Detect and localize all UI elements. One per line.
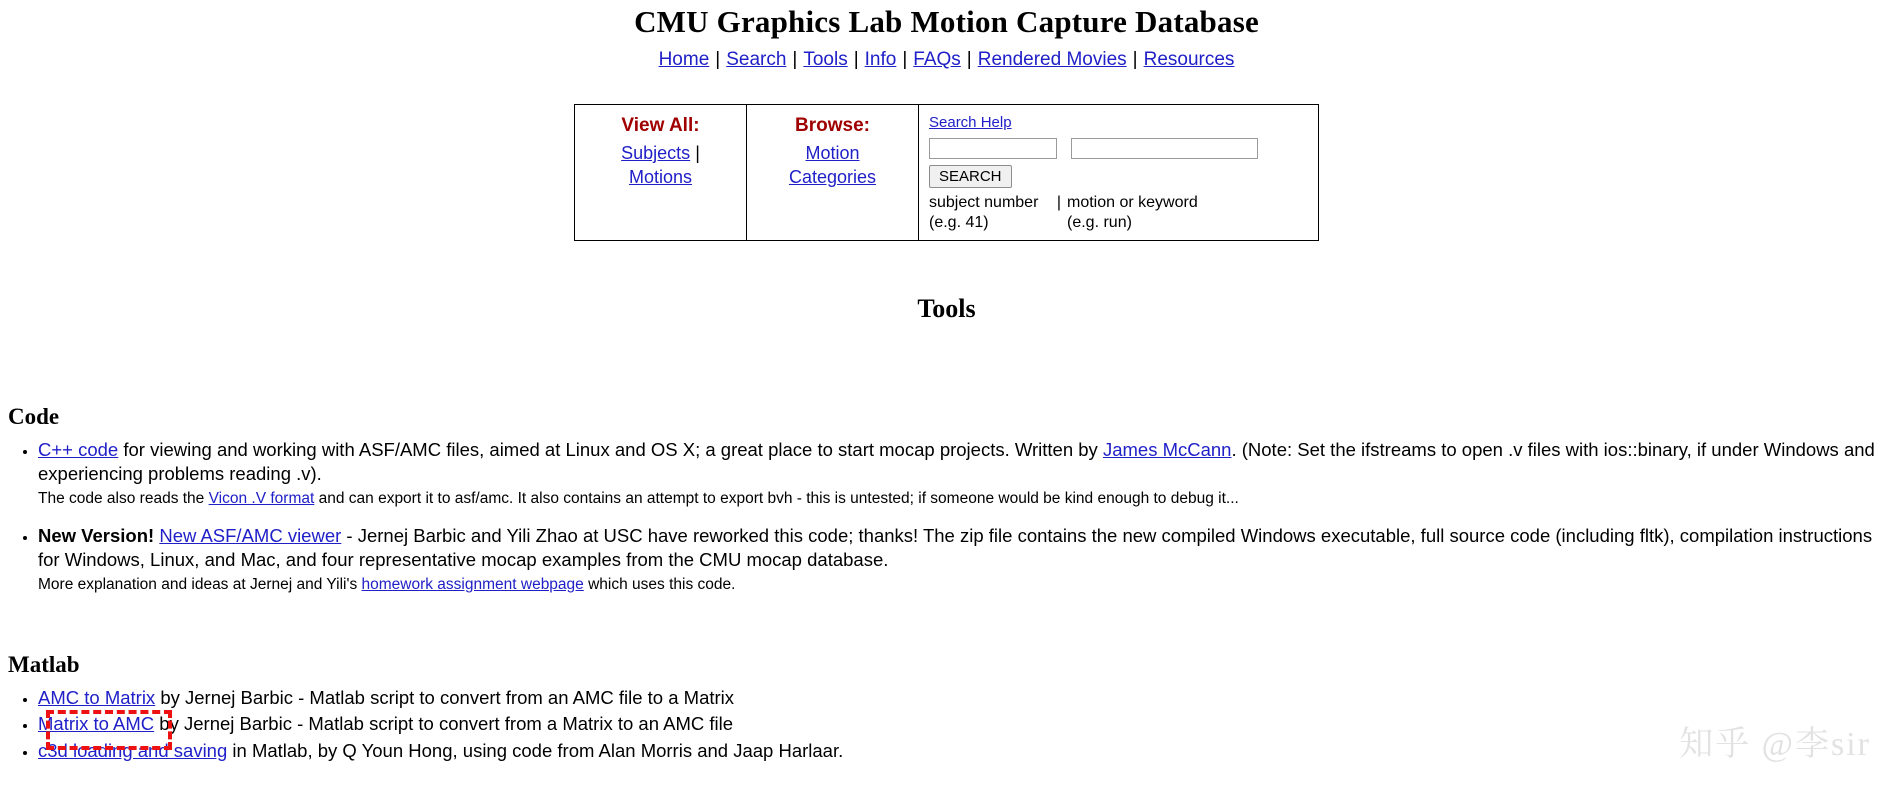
matlab-item-list: [8, 686, 1885, 763]
link-vicon-v-format[interactable]: Vicon .V format: [208, 489, 315, 507]
search-help-row: [929, 114, 1308, 131]
link-c3d-loading-and-saving[interactable]: c3d loading and saving: [38, 739, 228, 761]
matlab-section: [8, 652, 1885, 765]
code-section-title: Code: [8, 404, 60, 429]
code-item-1-sub-b: and can export it to asf/amc. It also contains an attempt to export bvh - this is untested; if someone would be kind enough to debug it...: [314, 489, 1239, 507]
section-heading-tools: Tools: [917, 294, 976, 323]
code-item-1-text-b: . (Note: Set the ifstreams to open .v files with ios::binary, if under Windows and experiencing problems reading .v).: [38, 439, 1875, 485]
matlab-item-1: [38, 686, 1885, 710]
subject-number-input[interactable]: [929, 138, 1057, 159]
code-item-list: [8, 438, 1885, 595]
nav-item-search[interactable]: Search: [726, 49, 787, 70]
nav-item-info[interactable]: Info: [864, 49, 897, 70]
code-item-2-text: [38, 524, 1885, 573]
link-search-help[interactable]: Search Help: [929, 114, 1012, 131]
nav-item-tools[interactable]: Tools: [803, 49, 848, 70]
nav-item-rendered-movies[interactable]: Rendered Movies: [977, 49, 1127, 70]
watermark: 知乎 @李sir: [1679, 726, 1871, 763]
browse-heading: Browse:: [795, 115, 870, 136]
search-hints-row: [929, 194, 1308, 212]
code-item-1-sub-a: The code also reads the: [38, 489, 209, 507]
code-item-2-sub-a: More explanation and ideas at Jernej and Yili's: [38, 575, 362, 593]
link-matrix-to-amc[interactable]: Matrix to AMC: [38, 713, 155, 735]
code-item-2-body: - Jernej Barbic and Yili Zhao at USC have reworked this code; thanks! The zip file contains the new compiled Windows executable, full source code (including fltk), compilation instructions for Windows, Linux, and Mac, and four representative mocap examples from the CMU mocap database.: [38, 524, 1873, 571]
list-item: [38, 739, 1885, 763]
browse-cell: [747, 105, 919, 240]
code-item-1-text: [38, 438, 1885, 487]
hint-subject-example: (e.g. 41): [929, 214, 989, 231]
list-item: [38, 438, 1885, 510]
link-amc-to-matrix[interactable]: AMC to Matrix: [38, 687, 156, 708]
view-all-cell: [575, 105, 747, 240]
hint-motion-keyword: motion or keyword: [1067, 194, 1198, 211]
nav-separator: |: [715, 49, 721, 70]
hint-keyword-example: (e.g. run): [1067, 214, 1132, 231]
link-subjects[interactable]: Subjects: [621, 143, 691, 163]
link-new-asf-amc-viewer[interactable]: New ASF/AMC viewer: [159, 524, 342, 546]
nav-item-resources[interactable]: Resources: [1143, 49, 1235, 70]
nav-separator: |: [902, 49, 908, 70]
matlab-item-3-text: in Matlab, by Q Youn Hong, using code from Alan Morris and Jaap Harlaar.: [227, 739, 844, 761]
nav-item-home[interactable]: Home: [658, 49, 710, 70]
link-motions[interactable]: Motions: [628, 167, 693, 188]
search-panel: [574, 104, 1319, 241]
link-motion-categories-line1[interactable]: Motion: [805, 143, 860, 163]
code-item-2-sub-b: which uses this code.: [583, 575, 736, 593]
search-inputs-row: [929, 138, 1308, 159]
matlab-section-title: Matlab: [8, 652, 80, 677]
view-all-links: [575, 141, 746, 190]
nav-separator: |: [966, 49, 972, 70]
link-cpp-code[interactable]: C++ code: [38, 439, 119, 460]
motion-keyword-input[interactable]: [1071, 138, 1258, 159]
browse-links: [747, 141, 918, 190]
view-all-heading: View All:: [621, 115, 700, 136]
page-title: CMU Graphics Lab Motion Capture Database: [634, 4, 1259, 39]
code-item-1-text-a: for viewing and working with ASF/AMC files, aimed at Linux and OS X; a great place to start mocap projects. Written by: [118, 439, 1103, 460]
search-button[interactable]: SEARCH: [929, 165, 1012, 188]
matlab-item-1-text: by Jernej Barbic - Matlab script to convert from an AMC file to a Matrix: [155, 687, 735, 708]
nav-separator: |: [792, 49, 798, 70]
nav-separator: |: [853, 49, 859, 70]
list-item: [38, 524, 1885, 596]
main-nav: [0, 49, 1893, 71]
code-item-2-subtext: [38, 575, 1885, 596]
view-all-divider: |: [695, 143, 700, 163]
nav-separator: |: [1132, 49, 1138, 70]
matlab-item-3: [38, 739, 1885, 763]
matlab-item-2: [38, 712, 1885, 736]
nav-item-faqs[interactable]: FAQs: [913, 49, 961, 70]
list-item: [38, 686, 1885, 710]
matlab-item-2-text: by Jernej Barbic - Matlab script to convert from a Matrix to an AMC file: [154, 713, 734, 735]
link-motion-categories-line2[interactable]: Categories: [788, 167, 877, 188]
code-item-1-subtext: [38, 489, 1885, 510]
search-cell: [919, 105, 1318, 240]
link-james-mccann[interactable]: James McCann: [1102, 439, 1232, 460]
list-item: [38, 712, 1885, 736]
new-version-badge: New Version!: [38, 524, 155, 546]
link-homework-assignment-webpage[interactable]: homework assignment webpage: [361, 575, 584, 593]
code-section: [8, 404, 1885, 609]
hint-separator: |: [1056, 194, 1062, 211]
search-hints-example-row: [929, 214, 1308, 232]
hint-subject-number: subject number: [929, 194, 1039, 211]
